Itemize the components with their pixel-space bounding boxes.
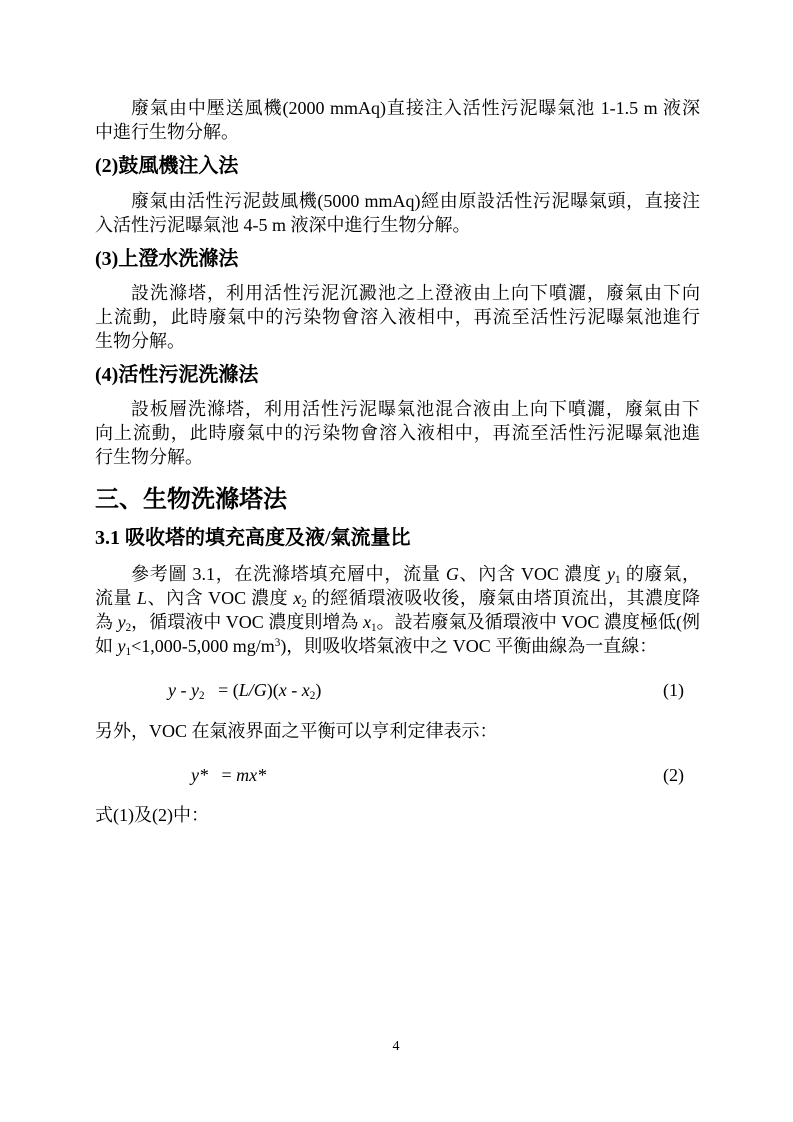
text-line: 上流動，此時廢氣中的污染物會溶入液相中，再流至活性污泥曝氣池進行 xyxy=(95,307,700,327)
subscript: 1 xyxy=(125,645,132,658)
text-run: 如 xyxy=(95,636,118,656)
text-line xyxy=(95,610,700,634)
method-4-heading: (4)活性污泥洗滌法 xyxy=(95,364,259,386)
text-run: 。設若廢氣及循環液中 VOC 濃度極低(例 xyxy=(376,612,701,632)
operator: - xyxy=(176,680,191,700)
variable-y-star: y* xyxy=(191,765,208,785)
superscript: 3 xyxy=(274,636,281,649)
subscript: 2 xyxy=(199,689,205,702)
operator: )( xyxy=(266,680,279,700)
equation-number: (1) xyxy=(663,680,684,700)
variable-x: x xyxy=(278,680,287,700)
section-heading: 3.1 吸收塔的填充高度及液/氣流量比 xyxy=(95,527,411,549)
variable-L: L xyxy=(137,588,148,608)
text-line: 另外，VOC 在氣液界面之平衡可以亨利定律表示： xyxy=(95,721,498,741)
variable-x: x xyxy=(293,588,302,608)
text-run: ，循環液中 VOC 濃度則增為 xyxy=(131,612,363,632)
text-line: 廢氣由活性污泥鼓風機(5000 mmAq)經由原設活性污泥曝氣頭，直接注 xyxy=(131,191,700,211)
text-run: 為 xyxy=(95,612,118,632)
variable-y: y xyxy=(168,680,176,700)
equation-number: (2) xyxy=(663,765,684,785)
variable-y: y xyxy=(117,612,126,632)
text-line: 入活性污泥曝氣池 4-5 m 液深中進行生物分解。 xyxy=(95,215,471,235)
text-run: 參考圖 3.1，在洗滌塔填充層中，流量 xyxy=(131,564,446,584)
equation-2 xyxy=(191,763,266,787)
text-line: 行生物分解。 xyxy=(95,447,203,467)
page-number: 4 xyxy=(392,1039,400,1054)
variable-mx-star: mx* xyxy=(236,765,267,785)
text-run: <1,000-5,000 mg/m xyxy=(131,636,275,656)
subscript: 1 xyxy=(614,573,621,586)
text-run: 、內含 VOC 濃度 xyxy=(147,588,294,608)
operator: = xyxy=(208,765,237,785)
subscript: 2 xyxy=(309,689,316,702)
subscript: 2 xyxy=(301,597,307,610)
subscript: 2 xyxy=(125,621,132,634)
text-line xyxy=(95,634,700,658)
variable-y: y xyxy=(606,564,615,584)
text-run: )，則吸收塔氣液中之 VOC 平衡曲線為一直線： xyxy=(280,636,658,656)
text-line xyxy=(131,562,700,586)
text-line: 設板層洗滌塔，利用活性污泥曝氣池混合液由上向下噴灑，廢氣由下 xyxy=(131,399,700,419)
text-line: 向上流動，此時廢氣中的污染物會溶入液相中，再流至活性污泥曝氣池進 xyxy=(95,423,700,443)
chapter-heading: 三、生物洗滌塔法 xyxy=(95,487,287,513)
text-line: 設洗滌塔，利用活性污泥沉澱池之上澄液由上向下噴灑，廢氣由下向 xyxy=(131,283,700,303)
variable-y: y xyxy=(191,680,199,700)
method-3-heading: (3)上澄水洗滌法 xyxy=(95,248,239,270)
operator: = ( xyxy=(204,680,239,700)
text-line: 中進行生物分解。 xyxy=(95,122,239,142)
text-run: 的廢氣， xyxy=(620,564,701,584)
method-2-heading: (2)鼓風機注入法 xyxy=(95,155,239,177)
text-run: 、內含 VOC 濃度 xyxy=(458,564,607,584)
operator: - xyxy=(286,680,302,700)
text-line: 式(1)及(2)中： xyxy=(95,805,209,825)
variable-x: x xyxy=(301,680,310,700)
text-run: 流量 xyxy=(95,588,138,608)
variable-G: G xyxy=(445,564,459,584)
text-line: 廢氣由中壓送風機(2000 mmAq)直接注入活性污泥曝氣池 1-1.5 m 液深 xyxy=(131,98,700,118)
variable-LG: L/G xyxy=(238,680,267,700)
text-run: 的經循環液吸收後，廢氣由塔頂流出，其濃度降 xyxy=(306,588,701,608)
text-line xyxy=(95,586,700,610)
variable-y: y xyxy=(117,636,126,656)
equation-1 xyxy=(168,678,321,702)
variable-x: x xyxy=(363,612,371,632)
operator: ) xyxy=(315,680,322,700)
subscript: 1 xyxy=(371,621,377,634)
text-line: 生物分解。 xyxy=(95,331,185,351)
